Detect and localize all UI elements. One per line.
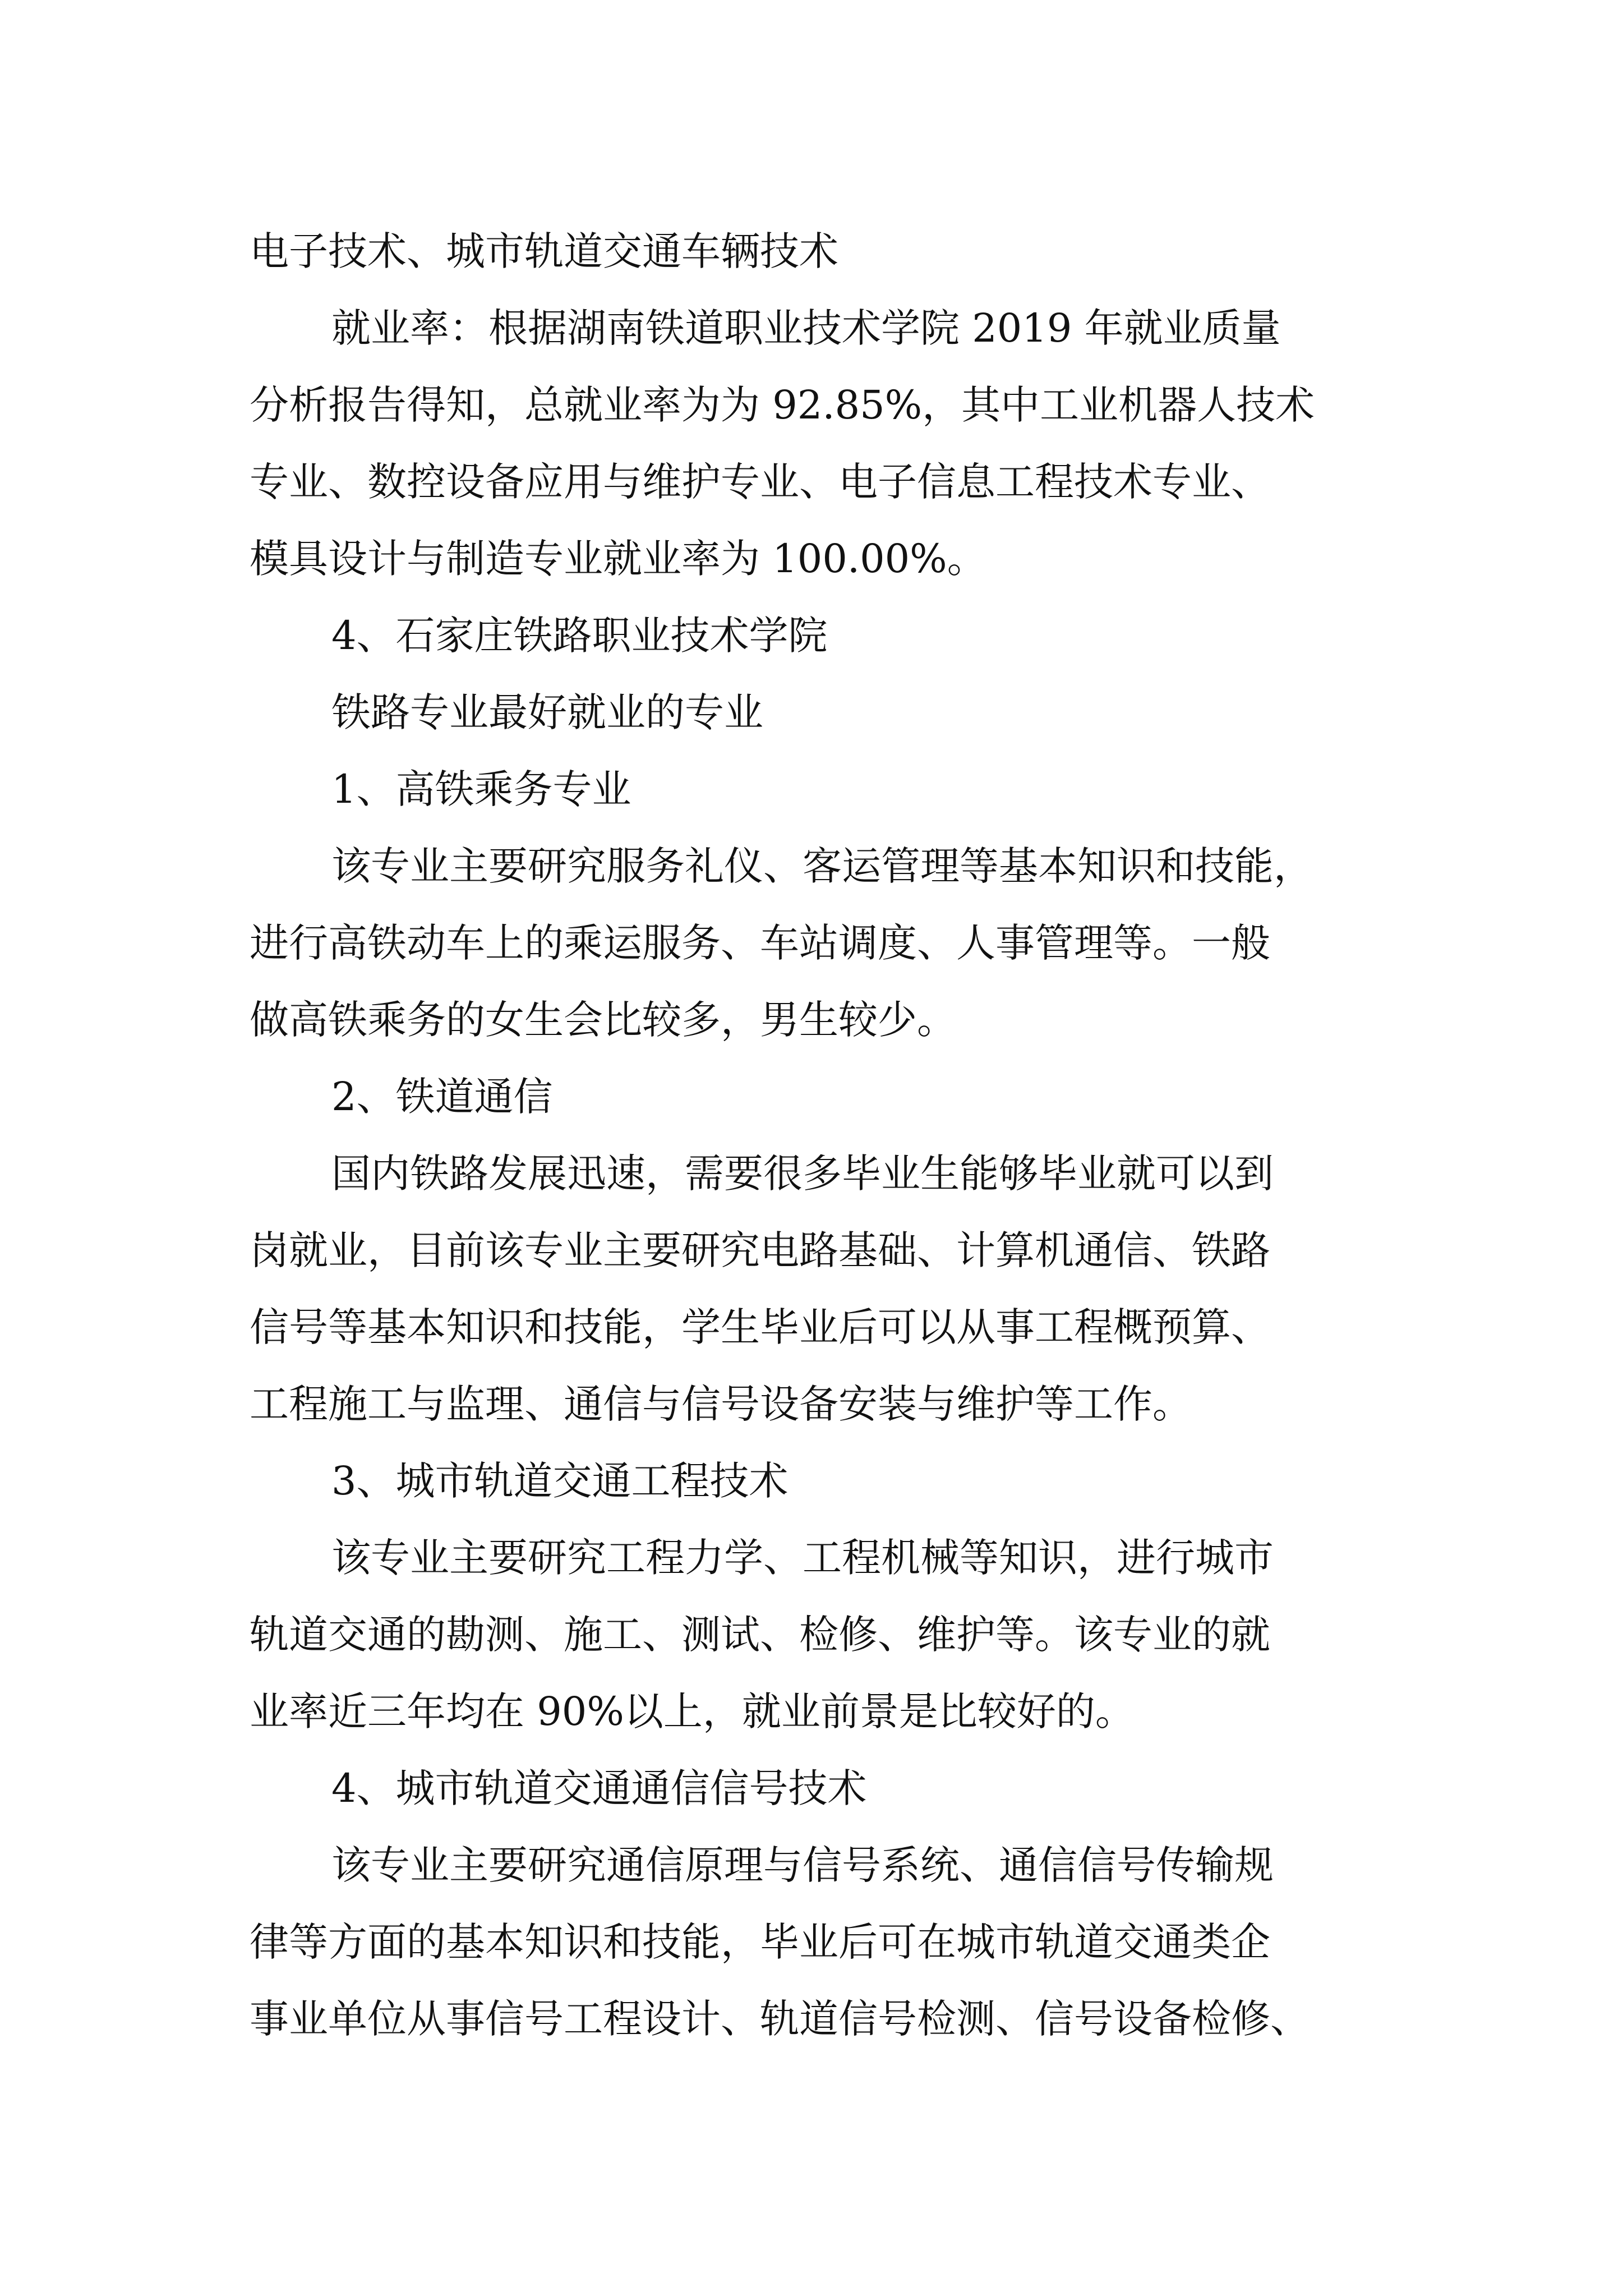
section-heading: 1、高铁乘务专业 <box>331 766 631 812</box>
text-line: 国内铁路发展迅速，需要很多毕业生能够毕业就可以到 <box>331 1151 1274 1197</box>
text-line: 业率近三年均在 90%以上，就业前景是比较好的。 <box>250 1688 1135 1734</box>
text-line: 信号等基本知识和技能，学生毕业后可以从事工程概预算、 <box>250 1304 1270 1350</box>
section-heading: 3、城市轨道交通工程技术 <box>331 1458 789 1504</box>
text-line: 岗就业，目前该专业主要研究电路基础、计算机通信、铁路 <box>250 1227 1270 1273</box>
text-line: 模具设计与制造专业就业率为 100.00%。 <box>250 536 986 582</box>
section-heading: 4、石家庄铁路职业技术学院 <box>331 613 828 659</box>
text-line: 进行高铁动车上的乘运服务、车站调度、人事管理等。一般 <box>250 920 1270 966</box>
section-heading: 4、城市轨道交通通信信号技术 <box>331 1765 867 1811</box>
section-heading: 铁路专业最好就业的专业 <box>331 689 763 735</box>
text-line: 工程施工与监理、通信与信号设备安装与维护等工作。 <box>250 1381 1192 1427</box>
text-line: 该专业主要研究服务礼仪、客运管理等基本知识和技能， <box>331 843 1313 889</box>
text-line: 事业单位从事信号工程设计、轨道信号检测、信号设备检修、 <box>250 1996 1310 2042</box>
text-line: 该专业主要研究通信原理与信号系统、通信信号传输规 <box>331 1842 1274 1888</box>
text-line: 轨道交通的勘测、施工、测试、检修、维护等。该专业的就 <box>250 1612 1270 1658</box>
text-line: 分析报告得知，总就业率为为 92.85%，其中工业机器人技术 <box>250 382 1315 428</box>
text-line: 电子技术、城市轨道交通车辆技术 <box>250 228 838 274</box>
text-line: 该专业主要研究工程力学、工程机械等知识，进行城市 <box>331 1535 1274 1581</box>
section-heading: 2、铁道通信 <box>331 1074 553 1120</box>
text-line: 专业、数控设备应用与维护专业、电子信息工程技术专业、 <box>250 459 1270 505</box>
text-line: 做高铁乘务的女生会比较多，男生较少。 <box>250 997 956 1043</box>
text-line: 律等方面的基本知识和技能，毕业后可在城市轨道交通类企 <box>250 1919 1270 1965</box>
text-line: 就业率：根据湖南铁道职业技术学院 2019 年就业质量 <box>331 305 1281 351</box>
body-text <box>250 213 1399 2058</box>
